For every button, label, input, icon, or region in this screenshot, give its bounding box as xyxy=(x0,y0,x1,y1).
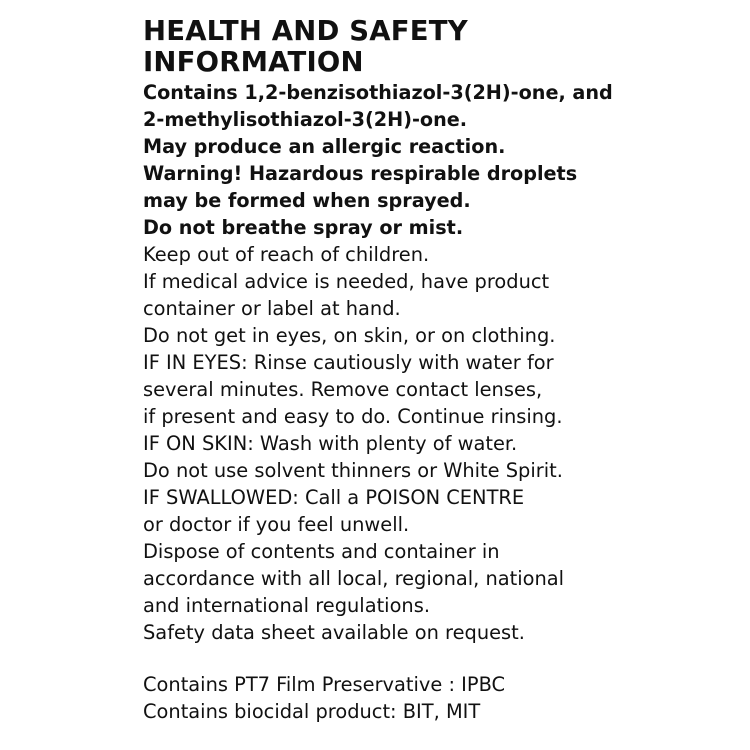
title-line: INFORMATION xyxy=(143,46,364,78)
precaution-line: IF ON SKIN: Wash with plenty of water. xyxy=(143,432,518,455)
precaution-line: If medical advice is needed, have product xyxy=(143,270,550,293)
section-gap xyxy=(143,646,743,671)
precaution-line: Do not use solvent thinners or White Spirit. xyxy=(143,459,563,482)
biocide-line: Contains PT7 Film Preservative : IPBC xyxy=(143,673,506,696)
hazard-line: may be formed when sprayed. xyxy=(143,189,471,212)
precaution-line: if present and easy to do. Continue rinsing. xyxy=(143,405,563,428)
hazard-line: 2-methylisothiazol-3(2H)-one. xyxy=(143,108,468,131)
precautionary-statements xyxy=(143,241,743,646)
precaution-line: Safety data sheet available on request. xyxy=(143,621,525,644)
hazard-line: Do not breathe spray or mist. xyxy=(143,216,464,239)
precaution-line: container or label at hand. xyxy=(143,297,401,320)
precaution-line: and international regulations. xyxy=(143,594,430,617)
precaution-line: Do not get in eyes, on skin, or on clothing. xyxy=(143,324,556,347)
health-safety-panel xyxy=(143,16,743,725)
precaution-line: IF SWALLOWED: Call a POISON CENTRE xyxy=(143,486,525,509)
precaution-line: or doctor if you feel unwell. xyxy=(143,513,410,536)
precaution-line: IF IN EYES: Rinse cautiously with water for xyxy=(143,351,554,374)
biocide-declaration xyxy=(143,671,743,725)
precaution-line: Keep out of reach of children. xyxy=(143,243,430,266)
hazard-statements xyxy=(143,79,743,241)
title-line: HEALTH AND SAFETY xyxy=(143,15,468,47)
precaution-line: Dispose of contents and container in xyxy=(143,540,500,563)
biocide-line: Contains biocidal product: BIT, MIT xyxy=(143,700,481,723)
page-title xyxy=(143,16,743,78)
hazard-line: May produce an allergic reaction. xyxy=(143,135,506,158)
precaution-line: several minutes. Remove contact lenses, xyxy=(143,378,543,401)
precaution-line: accordance with all local, regional, national xyxy=(143,567,565,590)
hazard-line: Warning! Hazardous respirable droplets xyxy=(143,162,578,185)
hazard-line: Contains 1,2-benzisothiazol-3(2H)-one, and xyxy=(143,81,613,104)
